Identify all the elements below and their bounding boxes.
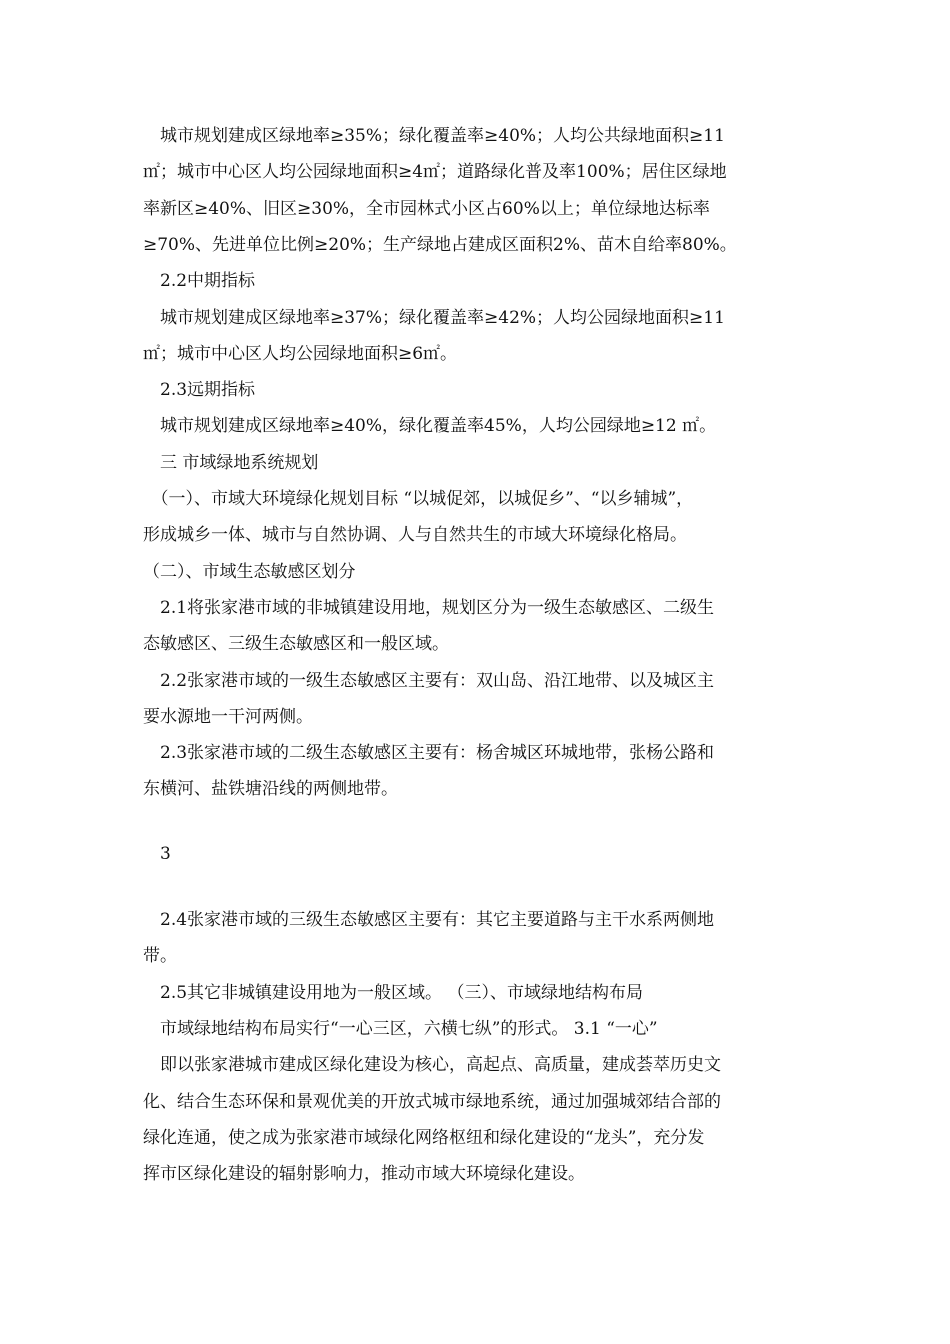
text-line: 挥市区绿化建设的辐射影响力，推动市域大环境绿化建设。	[143, 1164, 585, 1185]
text-line: ≥70%、先进单位比例≥20%；生产绿地占建成区面积2%、苗木自给率80%。	[143, 234, 737, 255]
text-line: 城市规划建成区绿地率≥40%，绿化覆盖率45%，人均公园绿地≥12 ㎡。	[143, 416, 717, 437]
text-line: 2.3张家港市域的二级生态敏感区主要有：杨舍城区环城地带，张杨公路和	[143, 743, 715, 764]
text-line: 2.5其它非城镇建设用地为一般区域。 （三）、市域绿地结构布局	[143, 982, 643, 1003]
text-line: 即以张家港城市建成区绿化建设为核心，高起点、高质量，建成荟萃历史文	[143, 1055, 721, 1076]
text-line: 市域绿地结构布局实行“一心三区，六横七纵”的形式。 3.1 “一心”	[143, 1018, 658, 1039]
text-line: 形成城乡一体、城市与自然协调、人与自然共生的市域大环境绿化格局。	[143, 525, 687, 546]
text-line: 2.1将张家港市域的非城镇建设用地，规划区分为一级生态敏感区、二级生	[143, 597, 715, 618]
text-line: ㎡；城市中心区人均公园绿地面积≥6㎡。	[143, 343, 458, 364]
text-line: 态敏感区、三级生态敏感区和一般区域。	[143, 634, 449, 655]
text-line: 城市规划建成区绿地率≥35%；绿化覆盖率≥40%；人均公共绿地面积≥11	[143, 126, 725, 146]
text-line: 2.4张家港市域的三级生态敏感区主要有：其它主要道路与主干水系两侧地	[143, 910, 715, 930]
text-line: ㎡；城市中心区人均公园绿地面积≥4㎡；道路绿化普及率100%；居住区绿地	[143, 162, 727, 183]
text-line: 2.3远期指标	[143, 380, 256, 401]
text-line: 化、结合生态环保和景观优美的开放式城市绿地系统，通过加强城郊结合部的	[143, 1091, 721, 1112]
text-line: 2.2中期指标	[143, 271, 256, 292]
text-line: 城市规划建成区绿地率≥37%；绿化覆盖率≥42%；人均公园绿地面积≥11	[143, 307, 725, 328]
text-line: 绿化连通，使之成为张家港市域绿化网络枢纽和绿化建设的“龙头”，充分发	[143, 1127, 705, 1148]
text-line: 带。	[143, 946, 177, 967]
text-line: 2.2张家港市域的一级生态敏感区主要有：双山岛、沿江地带、以及城区主	[143, 670, 715, 691]
text-line: （一）、市域大环境绿化规划目标 “以城促郊，以城促乡”、“以乡辅城”，	[143, 489, 694, 509]
text-line: 东横河、盐铁塘沿线的两侧地带。	[143, 779, 398, 800]
text-line: 三 市域绿地系统规划	[143, 452, 319, 473]
text-line: （二）、市域生态敏感区划分	[143, 561, 356, 582]
text-line: 率新区≥40%、旧区≥30%，全市园林式小区占60%以上；单位绿地达标率	[143, 198, 710, 219]
page-number: 3	[143, 844, 171, 864]
text-line: 要水源地一干河两侧。	[143, 706, 313, 727]
